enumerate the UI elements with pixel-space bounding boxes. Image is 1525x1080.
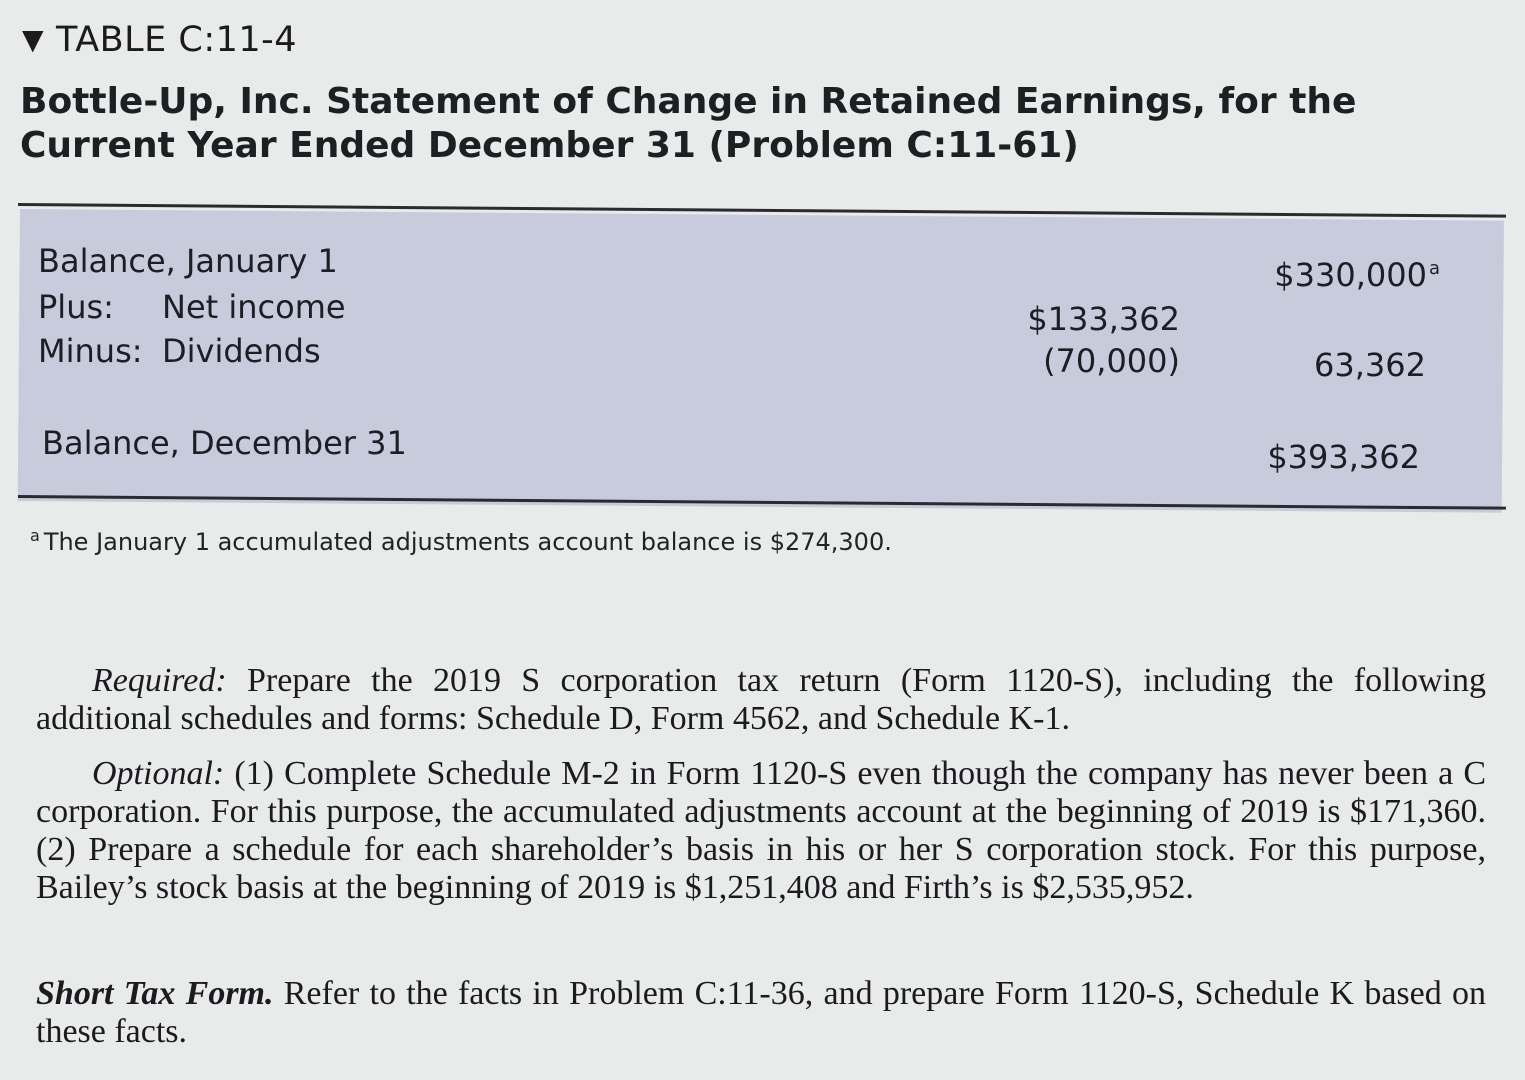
- table-footnote: [30, 526, 892, 556]
- required-paragraph: [36, 662, 1486, 738]
- short-form-paragraph: [36, 975, 1486, 1051]
- row-minus-total: 63,362: [1314, 346, 1426, 384]
- row-minus-label: Dividends: [162, 332, 321, 370]
- footnote-mark: a: [1428, 258, 1440, 280]
- row-balance-jan-label: Balance, January 1: [38, 242, 338, 280]
- optional-lead: Optional:: [92, 755, 225, 792]
- table-title: Bottle-Up, Inc. Statement of Change in Retained Earnings, for the Current Year Ended December 31 (Problem C:11-61): [20, 81, 1357, 166]
- balance-jan-total-value: $330,000: [1274, 256, 1427, 294]
- required-lead: Required:: [92, 662, 227, 699]
- footnote-text: The January 1 accumulated adjustments account balance is $274,300.: [43, 528, 892, 556]
- short-form-text: Refer to the facts in Problem C:11-36, and prepare Form 1120-S, Schedule K based on these facts.: [36, 975, 1487, 1050]
- row-minus-amount: (70,000): [1043, 342, 1180, 380]
- row-balance-jan-total: [1250, 256, 1440, 294]
- table-caption: [22, 20, 297, 60]
- row-plus-label: Net income: [162, 288, 346, 326]
- triangle-icon: ▼: [22, 23, 45, 56]
- row-plus-prefix: Plus:: [38, 288, 114, 326]
- row-plus-amount: $133,362: [1027, 300, 1180, 338]
- row-balance-dec-total: $393,362: [1267, 438, 1420, 476]
- required-text: Prepare the 2019 S corporation tax return (Form 1120-S), including the following additional schedules and forms: Schedule D, Form 4562, and Schedule K-1.: [36, 662, 1487, 737]
- row-minus-prefix: Minus:: [38, 332, 143, 370]
- footnote-marker: a: [30, 526, 40, 545]
- optional-paragraph: [36, 755, 1486, 907]
- row-balance-dec-label: Balance, December 31: [42, 424, 407, 462]
- table-label: TABLE C:11-4: [56, 20, 298, 60]
- optional-text: (1) Complete Schedule M-2 in Form 1120-S even though the company has never been a C corporation. For this purpose, the accumulated adjustments account at the beginning of 2019 is $171,360. (2) Prepare a schedule for each shareholder’s basis in his or her S corporation stock. For this purpose, Bailey’s stock basis at the beginning of 2019 is $1,251,408 and Firth’s is $2,535,952.: [36, 755, 1487, 906]
- short-form-lead: Short Tax Form.: [36, 975, 274, 1012]
